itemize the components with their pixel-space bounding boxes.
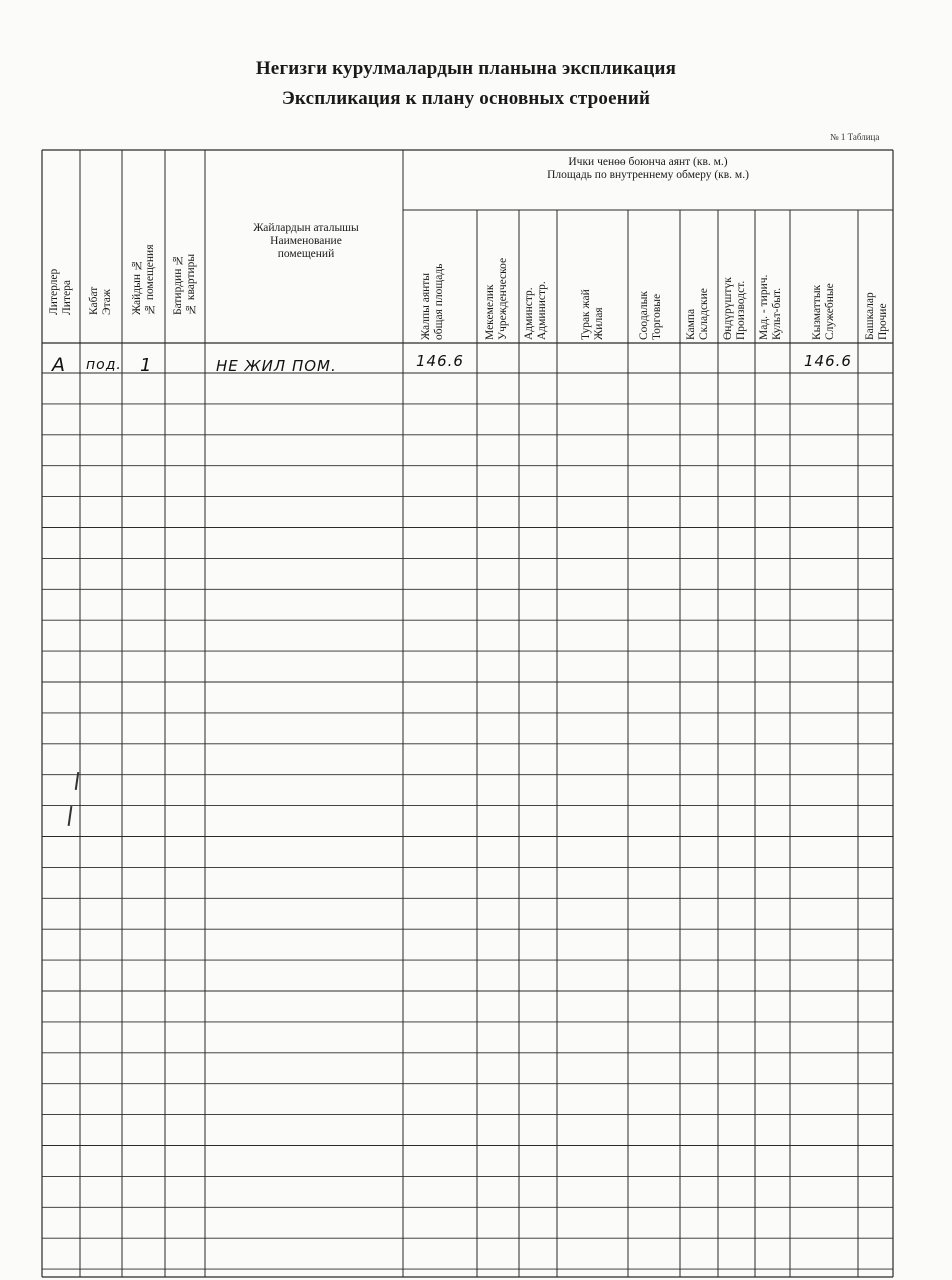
row-litera: А bbox=[52, 354, 66, 376]
row-room-number: 1 bbox=[140, 355, 153, 376]
header-cultural: Мад. - тирич. Культ-быт. bbox=[758, 274, 783, 340]
row-floor: под. bbox=[86, 357, 122, 373]
header-admin: Админстр. Администр. bbox=[523, 281, 548, 340]
header-area-group: Ички ченөө боюнча аянт (кв. м.) Площадь по внутреннему обмеру (кв. м.) bbox=[547, 156, 749, 181]
document-title-kyrgyz: Негизги курулмалардын планына экспликация bbox=[255, 58, 677, 79]
row-service-area: 146.6 bbox=[804, 352, 852, 370]
header-trade: Соодалык Торговые bbox=[638, 291, 663, 340]
header-service: Кызматтык Служебные bbox=[811, 283, 836, 340]
header-total-area: Жалпы аянты общая площадь bbox=[420, 263, 445, 340]
row-total-area: 146.6 bbox=[416, 352, 464, 370]
header-other: Башкалар Прочие bbox=[864, 292, 889, 340]
header-litera: Литерлер Литера bbox=[48, 268, 73, 315]
header-room-name: Жайлардын аталышы Наименование помещений bbox=[253, 222, 359, 260]
table-number: № 1 Таблица bbox=[830, 132, 880, 142]
header-room-number: Жайдын № № помещения bbox=[131, 244, 156, 315]
header-floor: Кабат Этаж bbox=[88, 286, 113, 315]
header-apartment-number: Батирдин № № квартиры bbox=[172, 253, 197, 315]
header-institutional: Мекемелик Учрежденческое bbox=[484, 257, 509, 340]
header-storage: Кампа Складские bbox=[685, 288, 710, 340]
document-title-russian: Экспликация к плану основных строений bbox=[281, 88, 651, 109]
header-production: Өндүрүштүк Производст. bbox=[722, 277, 747, 340]
header-residential: Турак жай Жилая bbox=[580, 289, 605, 340]
row-room-name: НЕ ЖИЛ ПОМ. bbox=[216, 357, 337, 375]
